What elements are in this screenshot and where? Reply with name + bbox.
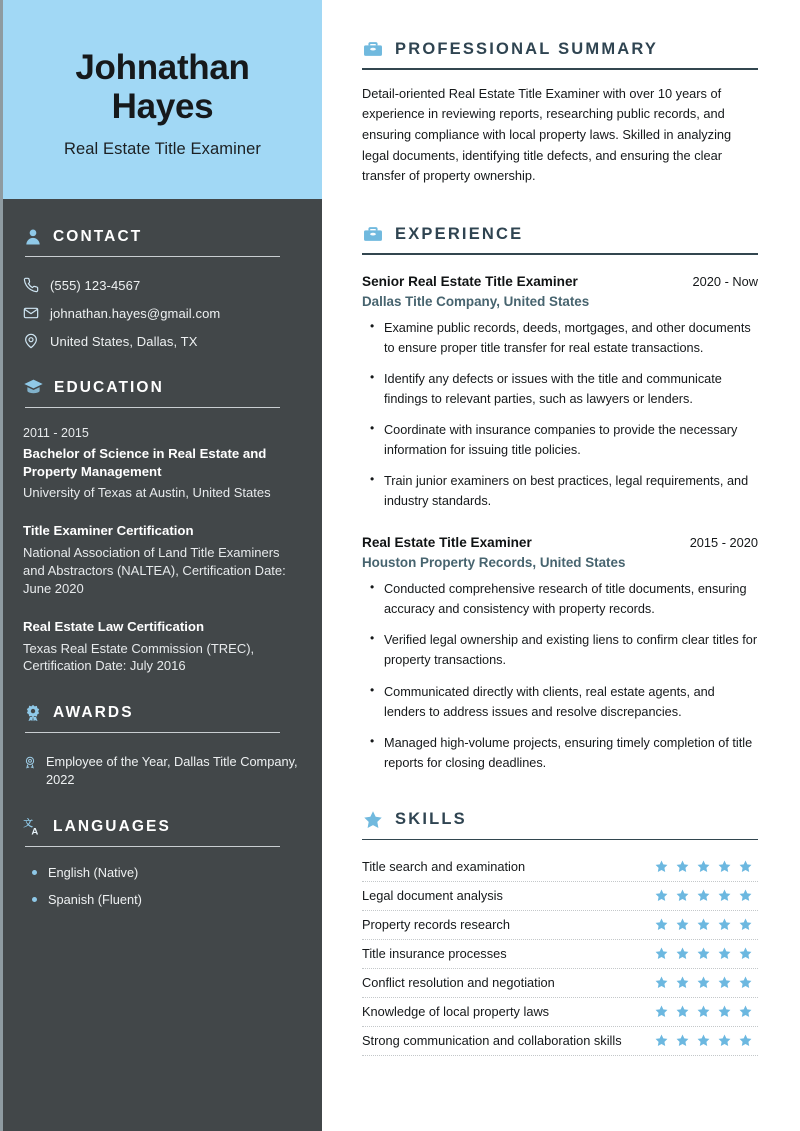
skill-row xyxy=(362,882,758,911)
skill-row xyxy=(362,940,758,969)
bullet-dot-icon xyxy=(32,897,37,902)
skill-name: Conflict resolution and negotiation xyxy=(362,975,555,991)
skill-rating xyxy=(654,917,758,932)
list-item: • Identify any defects or issues with the title and communicate findings to relevant parties, such as lawyers or lenders. xyxy=(362,369,758,409)
svg-text:A: A xyxy=(31,826,39,838)
experience-item xyxy=(362,535,758,773)
skill-rating xyxy=(654,1033,758,1048)
skill-rating xyxy=(654,888,758,903)
skill-row xyxy=(362,998,758,1027)
envelope-icon xyxy=(23,305,39,321)
education-item xyxy=(23,618,298,676)
star-icon xyxy=(654,946,669,961)
section-awards xyxy=(23,703,298,789)
section-experience xyxy=(362,223,758,773)
languages-divider xyxy=(25,846,280,847)
person-icon xyxy=(23,227,43,247)
skill-row xyxy=(362,969,758,998)
education-school: Texas Real Estate Commission (TREC), Certification Date: July 2016 xyxy=(23,640,255,674)
list-item: • Train junior examiners on best practices, legal requirements, and industry standards. xyxy=(362,471,758,511)
bullet-dot-icon xyxy=(32,870,37,875)
star-icon xyxy=(654,1004,669,1019)
list-item: • Communicated directly with clients, real estate agents, and lenders to address issues and resolve discrepancies. xyxy=(362,682,758,722)
star-icon xyxy=(675,859,690,874)
job-bullets xyxy=(362,318,758,512)
languages-list xyxy=(23,865,298,907)
experience-item xyxy=(362,274,758,512)
skill-name: Title insurance processes xyxy=(362,946,507,962)
award-item xyxy=(23,753,298,789)
sidebar-body xyxy=(3,227,322,949)
language-label: Spanish (Fluent) xyxy=(48,892,142,908)
star-icon xyxy=(738,917,753,932)
star-icon xyxy=(654,917,669,932)
contact-heading xyxy=(23,227,298,247)
name-card xyxy=(3,0,322,199)
star-icon xyxy=(717,859,732,874)
skill-rating xyxy=(654,946,758,961)
star-icon xyxy=(717,1033,732,1048)
star-icon xyxy=(362,809,384,831)
graduation-cap-icon xyxy=(23,377,44,398)
star-icon xyxy=(738,1033,753,1048)
star-icon xyxy=(738,888,753,903)
contact-email-value: johnathan.hayes@gmail.com xyxy=(50,305,221,321)
star-icon xyxy=(717,1004,732,1019)
star-icon xyxy=(675,946,690,961)
name-line-2: Hayes xyxy=(111,87,214,126)
summary-heading xyxy=(362,38,758,60)
contact-email[interactable] xyxy=(23,305,298,321)
star-icon xyxy=(738,1004,753,1019)
list-item xyxy=(23,892,298,907)
awards-title: AWARDS xyxy=(53,704,134,722)
skill-name: Property records research xyxy=(362,917,510,933)
skill-rating xyxy=(654,975,758,990)
briefcase-icon xyxy=(362,223,384,245)
star-icon xyxy=(738,859,753,874)
languages-heading xyxy=(23,817,298,837)
section-skills xyxy=(362,809,758,1057)
star-icon xyxy=(696,975,711,990)
education-degree: Bachelor of Science in Real Estate and Property Management xyxy=(23,446,267,479)
section-languages xyxy=(23,817,298,907)
awards-divider xyxy=(25,732,280,733)
education-divider xyxy=(25,407,280,408)
star-icon xyxy=(696,917,711,932)
skill-name: Legal document analysis xyxy=(362,888,503,904)
contact-phone[interactable] xyxy=(23,277,298,293)
job-company: Dallas Title Company, United States xyxy=(362,293,590,309)
star-icon xyxy=(717,917,732,932)
education-school: University of Texas at Austin, United States xyxy=(23,485,271,501)
experience-title: EXPERIENCE xyxy=(395,224,524,243)
list-item: • Verified legal ownership and existing liens to confirm clear titles for property transactions. xyxy=(362,630,758,670)
list-item: • Conducted comprehensive research of title documents, ensuring accuracy and consistency with property records. xyxy=(362,579,758,619)
star-icon xyxy=(696,1033,711,1048)
skill-row xyxy=(362,911,758,940)
award-seal-icon xyxy=(23,755,37,769)
section-contact xyxy=(23,227,298,349)
experience-item-header xyxy=(362,274,758,289)
skill-rating xyxy=(654,859,758,874)
education-item xyxy=(23,426,298,502)
contact-phone-value: (555) 123-4567 xyxy=(50,277,141,293)
summary-divider xyxy=(362,68,758,70)
skill-name: Strong communication and collaboration skills xyxy=(362,1033,622,1049)
skills-list xyxy=(362,853,758,1056)
contact-title: CONTACT xyxy=(53,228,143,245)
job-role: Real Estate Title Examiner xyxy=(362,535,532,551)
briefcase-icon xyxy=(362,38,384,60)
education-degree: Real Estate Law Certification xyxy=(23,618,205,634)
skill-rating xyxy=(654,1004,758,1019)
star-icon xyxy=(717,975,732,990)
experience-item-header xyxy=(362,535,758,550)
star-icon xyxy=(696,888,711,903)
star-icon xyxy=(654,888,669,903)
summary-text: Detail-oriented Real Estate Title Examiner with over 10 years of experience in reviewing reports, researching public records, and ensuring compliance with local property laws. Skilled in analyzing legal documents, identifying title defects, and ensuring the clear transfer of property ownership. xyxy=(362,85,732,184)
star-icon xyxy=(654,975,669,990)
svg-text:文: 文 xyxy=(23,818,34,830)
sidebar xyxy=(0,0,322,1131)
section-professional-summary xyxy=(362,38,758,187)
star-icon xyxy=(738,975,753,990)
job-bullets xyxy=(362,579,758,773)
education-heading xyxy=(23,377,298,398)
job-role: Senior Real Estate Title Examiner xyxy=(362,273,578,289)
summary-title: PROFESSIONAL SUMMARY xyxy=(395,39,659,58)
star-icon xyxy=(696,1004,711,1019)
job-dates: 2015 - 2020 xyxy=(689,535,758,551)
star-icon xyxy=(654,1033,669,1048)
education-school: National Association of Land Title Examiners and Abstractors (NALTEA), Certification Date: June 2020 xyxy=(23,545,286,596)
languages-title: LANGUAGES xyxy=(53,818,171,836)
star-icon xyxy=(696,946,711,961)
list-item: • Examine public records, deeds, mortgages, and other documents to ensure proper title transfer for real estate transactions. xyxy=(362,318,758,358)
skill-row xyxy=(362,1027,758,1056)
contact-list xyxy=(23,277,298,349)
list-item: • Managed high-volume projects, ensuring timely completion of title reports for closing deadlines. xyxy=(362,733,758,773)
education-item xyxy=(23,522,298,598)
star-icon xyxy=(717,946,732,961)
star-icon xyxy=(696,859,711,874)
language-label: English (Native) xyxy=(48,865,139,881)
star-icon xyxy=(675,1004,690,1019)
list-item xyxy=(23,865,298,880)
contact-divider xyxy=(25,256,280,257)
star-icon xyxy=(675,888,690,903)
location-pin-icon xyxy=(23,333,39,349)
contact-location-value: United States, Dallas, TX xyxy=(50,333,198,349)
skill-row xyxy=(362,853,758,882)
education-title: EDUCATION xyxy=(54,378,164,396)
page-title xyxy=(27,48,298,126)
award-text: Employee of the Year, Dallas Title Company, 2022 xyxy=(46,754,298,788)
translate-icon xyxy=(23,817,43,837)
job-company: Houston Property Records, United States xyxy=(362,555,626,571)
experience-heading xyxy=(362,223,758,245)
skills-title: SKILLS xyxy=(395,810,467,829)
star-icon xyxy=(675,1033,690,1048)
education-date: 2011 - 2015 xyxy=(23,426,89,440)
skill-name: Title search and examination xyxy=(362,859,526,875)
list-item: • Coordinate with insurance companies to provide the necessary information for issuing title policies. xyxy=(362,420,758,460)
skills-heading xyxy=(362,809,758,831)
skill-name: Knowledge of local property laws xyxy=(362,1004,550,1020)
contact-location[interactable] xyxy=(23,333,298,349)
education-degree: Title Examiner Certification xyxy=(23,523,194,539)
section-education xyxy=(23,377,298,675)
award-badge-icon xyxy=(23,703,43,723)
star-icon xyxy=(654,859,669,874)
star-icon xyxy=(717,888,732,903)
star-icon xyxy=(675,975,690,990)
star-icon xyxy=(675,917,690,932)
name-line-1: Johnathan xyxy=(75,47,250,87)
skills-divider xyxy=(362,839,758,841)
job-title: Real Estate Title Examiner xyxy=(63,140,261,159)
main-content xyxy=(322,0,800,1131)
experience-divider xyxy=(362,253,758,255)
job-dates: 2020 - Now xyxy=(692,273,758,289)
phone-icon xyxy=(23,277,39,293)
awards-heading xyxy=(23,703,298,723)
star-icon xyxy=(738,946,753,961)
